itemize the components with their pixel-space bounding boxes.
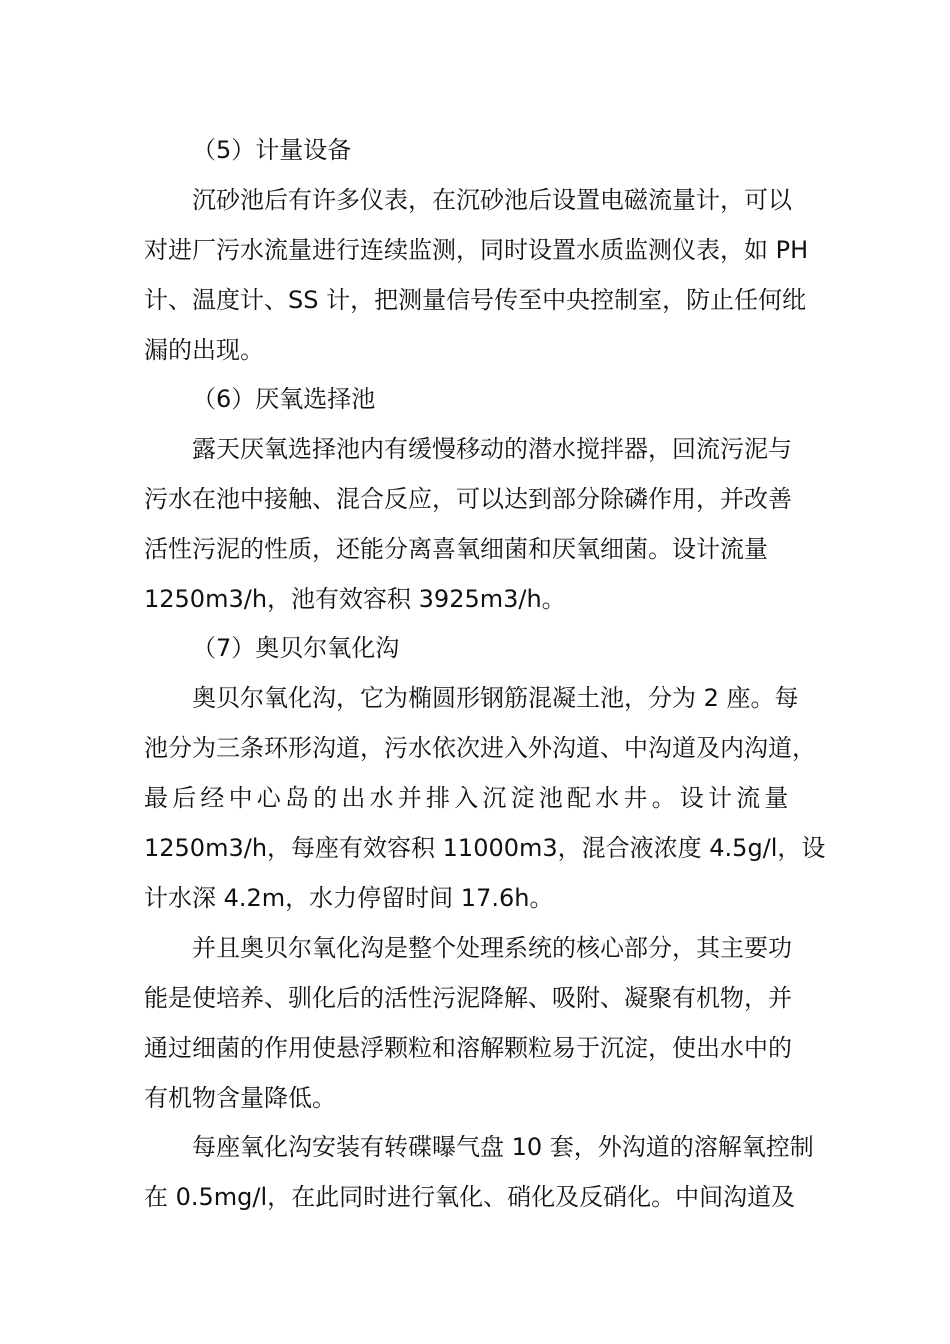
paragraph-line: 1250m3/h，池有效容积 3925m3/h。: [144, 585, 566, 613]
paragraph-line: 有机物含量降低。: [144, 1084, 336, 1112]
paragraph-line: 最后经中心岛的出水并排入沉淀池配水井。设计流量: [144, 784, 793, 812]
paragraph-line: 每座氧化沟安装有转碟曝气盘 10 套，外沟道的溶解氧控制: [192, 1133, 814, 1161]
paragraph-line: 在 0.5mg/l，在此同时进行氧化、硝化及反硝化。中间沟道及: [144, 1183, 796, 1211]
paragraph-line: 对进厂污水流量进行连续监测，同时设置水质监测仪表，如 PH: [144, 236, 809, 264]
paragraph-line: 1250m3/h，每座有效容积 11000m3，混合液浓度 4.5g/l，设: [144, 834, 826, 862]
section-heading-6: （6）厌氧选择池: [192, 385, 376, 413]
paragraph-line: 能是使培养、驯化后的活性污泥降解、吸附、凝聚有机物，并: [144, 984, 792, 1012]
section-heading-7: （7）奥贝尔氧化沟: [192, 634, 400, 662]
paragraph-line: 通过细菌的作用使悬浮颗粒和溶解颗粒易于沉淀，使出水中的: [144, 1034, 792, 1062]
paragraph-line: 计、温度计、SS 计，把测量信号传至中央控制室，防止任何纰: [144, 286, 807, 314]
paragraph-line: 漏的出现。: [144, 336, 264, 364]
paragraph-line: 污水在池中接触、混合反应，可以达到部分除磷作用，并改善: [144, 485, 792, 513]
paragraph-line: 沉砂池后有许多仪表，在沉砂池后设置电磁流量计，可以: [192, 186, 792, 214]
paragraph-line: 计水深 4.2m，水力停留时间 17.6h。: [144, 884, 554, 912]
paragraph-line: 奥贝尔氧化沟，它为椭圆形钢筋混凝土池，分为 2 座。每: [192, 684, 799, 712]
paragraph-line: 并且奥贝尔氧化沟是整个处理系统的核心部分，其主要功: [192, 934, 792, 962]
section-heading-5: （5）计量设备: [192, 136, 352, 164]
paragraph-line: 露天厌氧选择池内有缓慢移动的潜水搅拌器，回流污泥与: [192, 435, 792, 463]
paragraph-line: 池分为三条环形沟道，污水依次进入外沟道、中沟道及内沟道，: [144, 734, 816, 762]
paragraph-line: 活性污泥的性质，还能分离喜氧细菌和厌氧细菌。设计流量: [144, 535, 768, 563]
